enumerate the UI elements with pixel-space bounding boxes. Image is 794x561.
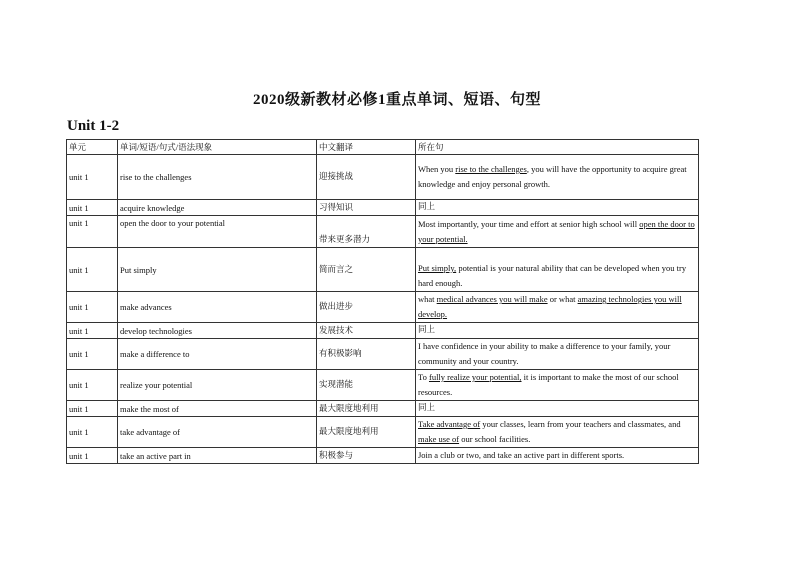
cell-sentence	[416, 200, 699, 216]
underlined-phrase: Put simply,	[418, 263, 457, 273]
cell-unit: unit 1	[67, 200, 118, 216]
cell-sentence	[416, 417, 699, 448]
underlined-phrase: amazing technologies you will develop.	[418, 294, 682, 319]
cell-unit: unit 1	[67, 216, 118, 248]
cell-unit: unit 1	[67, 292, 118, 323]
sentence-text: your classes, learn from your teachers and classmates, and	[480, 419, 681, 429]
cell-sentence	[416, 323, 699, 339]
cell-unit: unit 1	[67, 401, 118, 417]
cell-translation: 实现潜能	[317, 370, 416, 401]
cell-unit: unit 1	[67, 339, 118, 370]
cell-translation: 最大限度地利用	[317, 401, 416, 417]
underlined-phrase: open the door to your potential.	[418, 218, 695, 244]
header-unit: 单元	[67, 140, 118, 155]
underlined-phrase: Take advantage of	[418, 419, 481, 429]
table-row	[67, 339, 699, 370]
cell-phrase: develop technologies	[118, 323, 317, 339]
cell-phrase: realize your potential	[118, 370, 317, 401]
table-header-row	[67, 140, 699, 155]
table-row	[67, 292, 699, 323]
header-sentence: 所在句	[416, 140, 699, 155]
table-row	[67, 448, 699, 464]
table-row	[67, 323, 699, 339]
cell-phrase: acquire knowledge	[118, 200, 317, 216]
cell-translation: 发展技术	[317, 323, 416, 339]
sentence-text: , you will have the opportunity to acquire great knowledge and enjoy personal growth.	[418, 164, 687, 189]
sentence-text: it is important to make the most of our school resources.	[418, 372, 679, 397]
underlined-phrase: make use of	[418, 434, 460, 444]
cell-unit: unit 1	[67, 370, 118, 401]
sentence-text: I have confidence in your ability to make a difference to your family, your community and your country.	[418, 341, 671, 366]
header-phrase: 单词/短语/句式/语法现象	[118, 140, 317, 155]
cell-unit: unit 1	[67, 323, 118, 339]
cell-phrase: make advances	[118, 292, 317, 323]
table-row	[67, 370, 699, 401]
cell-sentence	[416, 216, 699, 248]
cell-sentence	[416, 448, 699, 464]
sentence-text: To	[418, 372, 429, 382]
table-row	[67, 216, 699, 248]
cell-sentence	[416, 248, 699, 292]
cell-translation: 带来更多潜力	[317, 216, 416, 248]
sentence-text: When you	[418, 164, 456, 174]
cell-translation: 有积极影响	[317, 339, 416, 370]
cell-translation: 简而言之	[317, 248, 416, 292]
document-title: 2020级新教材必修1重点单词、短语、句型	[252, 92, 541, 108]
cell-sentence	[416, 155, 699, 200]
sentence-text: what	[418, 294, 437, 304]
sentence-text: Most importantly, your time and effort at senior high school will	[418, 218, 640, 229]
cell-sentence	[416, 292, 699, 323]
table-row	[67, 155, 699, 200]
unit-heading: Unit 1-2	[67, 118, 120, 134]
cell-sentence	[416, 370, 699, 401]
cell-phrase: take an active part in	[118, 448, 317, 464]
cell-phrase: Put simply	[118, 248, 317, 292]
table-row	[67, 401, 699, 417]
table-row	[67, 200, 699, 216]
vocabulary-table	[66, 139, 699, 464]
cell-phrase: rise to the challenges	[118, 155, 317, 200]
cell-translation: 积极参与	[317, 448, 416, 464]
cell-translation: 迎接挑战	[317, 155, 416, 200]
cell-unit: unit 1	[67, 448, 118, 464]
cell-phrase: make the most of	[118, 401, 317, 417]
sentence-text: 同上	[418, 202, 436, 212]
cell-translation: 做出进步	[317, 292, 416, 323]
underlined-phrase: rise to the challenges	[455, 164, 527, 174]
cell-unit: unit 1	[67, 417, 118, 448]
sentence-text: 同上	[418, 403, 436, 413]
header-translation: 中文翻译	[317, 140, 416, 155]
sentence-text: our school facilities.	[459, 434, 531, 444]
cell-sentence	[416, 339, 699, 370]
sentence-text: or what	[547, 294, 578, 304]
cell-phrase: open the door to your potential	[118, 216, 317, 248]
cell-translation: 习得知识	[317, 200, 416, 216]
sentence-text: Join a club or two, and take an active part in different sports.	[418, 450, 625, 460]
cell-unit: unit 1	[67, 248, 118, 292]
cell-phrase: make a difference to	[118, 339, 317, 370]
cell-translation: 最大限度地利用	[317, 417, 416, 448]
underlined-phrase: fully realize your potential,	[428, 372, 522, 382]
table-row	[67, 248, 699, 292]
cell-phrase: take advantage of	[118, 417, 317, 448]
underlined-phrase: medical advances you will make	[436, 294, 548, 304]
sentence-text: 同上	[418, 325, 436, 335]
cell-sentence	[416, 401, 699, 417]
table-row	[67, 417, 699, 448]
cell-unit: unit 1	[67, 155, 118, 200]
sentence-text: potential is your natural ability that can be developed when you try hard enough.	[418, 263, 687, 288]
